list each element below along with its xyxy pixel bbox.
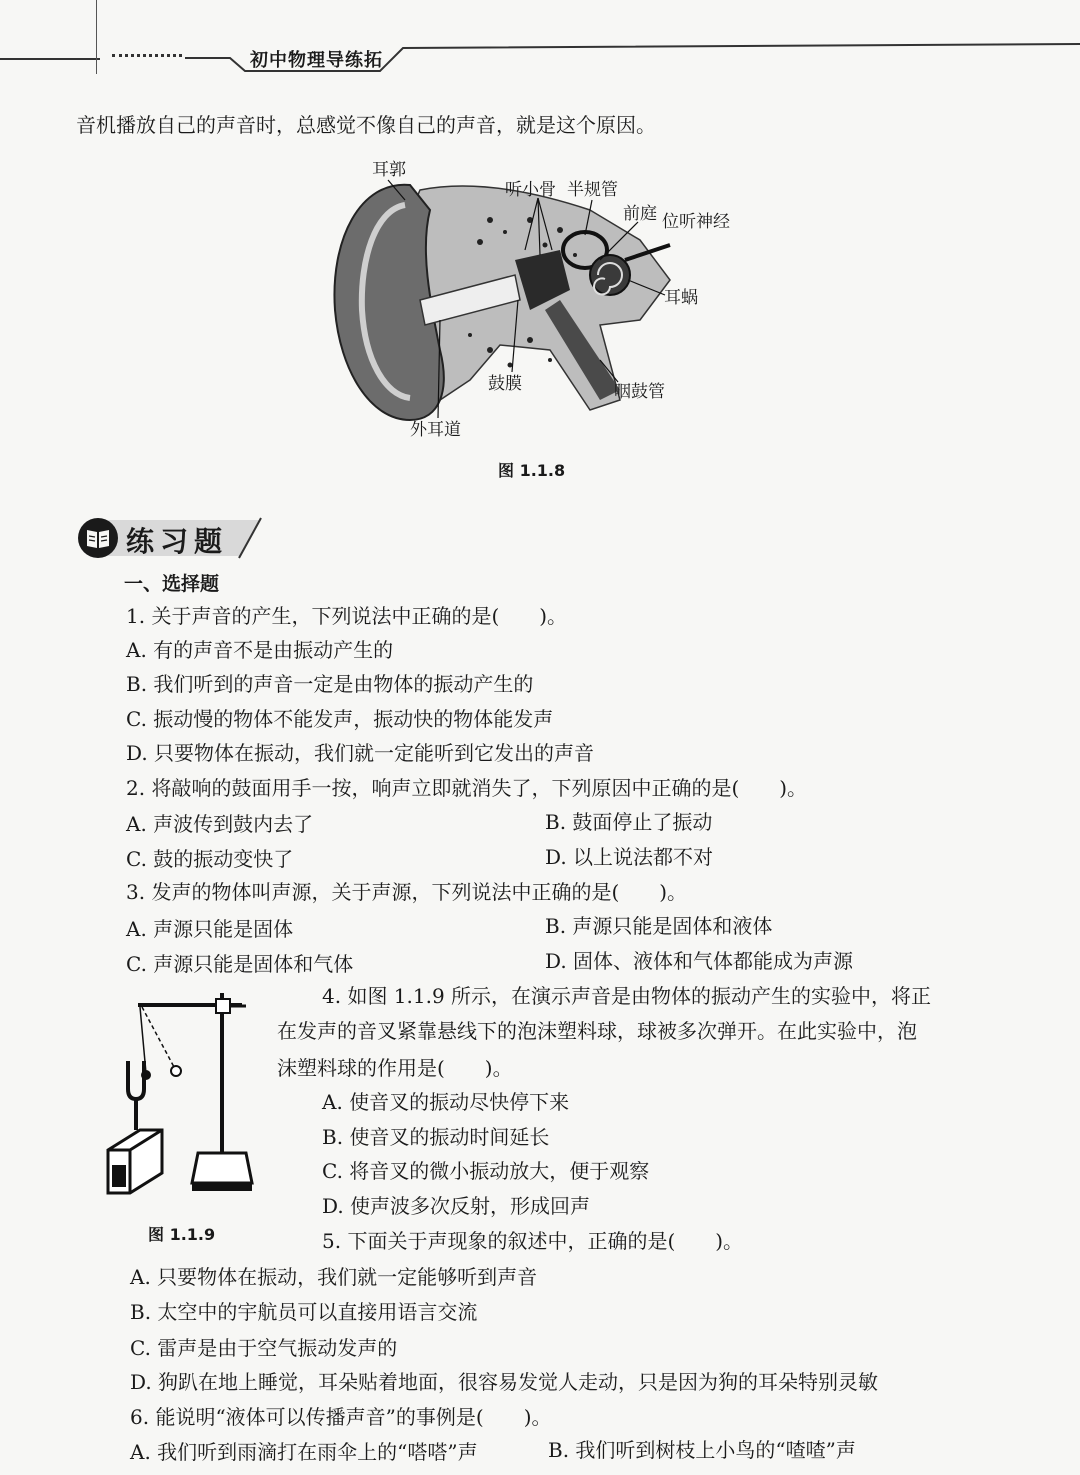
q1-option-b: B. 我们听到的声音一定是由物体的振动产生的	[126, 672, 534, 696]
stand-foot	[192, 1183, 252, 1191]
q4-option-b: B. 使音叉的振动时间延长	[322, 1125, 550, 1149]
header-vertical-rule	[96, 0, 97, 74]
q2-stem: 2. 将敲响的鼓面用手一按，响声立即就消失了，下列原因中正确的是( )。	[126, 776, 808, 800]
q4-stem-line3: 沫塑料球的作用是( )。	[277, 1056, 513, 1080]
q5-option-a: A. 只要物体在振动，我们就一定能够听到声音	[130, 1265, 538, 1289]
q2-option-b: B. 鼓面停止了振动	[545, 810, 713, 834]
label-ear-canal: 外耳道	[410, 420, 461, 440]
q5-option-d: D. 狗趴在地上睡觉，耳朵贴着地面，很容易发觉人走动，只是因为狗的耳朵特别灵敏	[130, 1370, 879, 1394]
q3-option-c: C. 声源只能是固体和气体	[126, 952, 354, 976]
figure-caption: 图 1.1.8	[498, 461, 566, 480]
stand-base	[192, 1153, 252, 1183]
q3-option-d: D. 固体、液体和气体都能成为声源	[545, 949, 854, 973]
q4-option-d: D. 使声波多次反射，形成回声	[322, 1194, 591, 1218]
header-dots	[112, 54, 182, 57]
string-swing	[142, 1007, 174, 1067]
q5-stem: 5. 下面关于声现象的叙述中，正确的是( )。	[322, 1229, 744, 1253]
section-subtitle: 一、选择题	[124, 573, 220, 595]
q2-option-c: C. 鼓的振动变快了	[126, 847, 294, 871]
resonance-box-opening	[112, 1165, 126, 1187]
q4-option-a: A. 使音叉的振动尽快停下来	[322, 1090, 570, 1114]
label-ossicles: 听小骨	[505, 180, 556, 200]
label-eustachian: 咽鼓管	[614, 382, 665, 402]
stand-clamp	[216, 999, 230, 1013]
label-semicircular: 半规管	[567, 180, 618, 200]
q5-option-c: C. 雷声是由于空气振动发声的	[130, 1336, 398, 1360]
q1-option-c: C. 振动慢的物体不能发声，振动快的物体能发声	[126, 707, 554, 731]
foam-ball-swing	[171, 1066, 181, 1076]
q2-option-a: A. 声波传到鼓内去了	[126, 812, 314, 836]
label-cochlea: 耳蜗	[664, 288, 698, 308]
label-eardrum: 鼓膜	[488, 374, 522, 394]
q1-option-a: A. 有的声音不是由振动产生的	[126, 638, 394, 662]
q4-option-c: C. 将音叉的微小振动放大，便于观察	[322, 1159, 650, 1183]
header-rule-left	[0, 58, 100, 60]
book-icon	[84, 524, 112, 552]
figure-1-1-9-caption: 图 1.1.9	[148, 1225, 216, 1244]
section-title: 练习题	[126, 525, 229, 558]
q4-stem-line2: 在发声的音叉紧靠悬线下的泡沫塑料球，球被多次弹开。在此实验中，泡	[277, 1019, 917, 1043]
q6-option-b: B. 我们听到树枝上小鸟的“喳喳”声	[548, 1438, 856, 1462]
q6-option-a: A. 我们听到雨滴打在雨伞上的“嗒嗒”声	[130, 1440, 478, 1464]
q3-stem: 3. 发声的物体叫声源，关于声源，下列说法中正确的是( )。	[126, 880, 688, 904]
q3-option-b: B. 声源只能是固体和液体	[545, 914, 773, 938]
q5-option-b: B. 太空中的宇航员可以直接用语言交流	[130, 1300, 478, 1324]
q1-stem: 1. 关于声音的产生，下列说法中正确的是( )。	[126, 604, 568, 628]
q4-stem-line1: 4. 如图 1.1.9 所示，在演示声音是由物体的振动产生的实验中，将正	[322, 984, 932, 1008]
header-title: 初中物理导练拓	[250, 50, 383, 71]
q1-option-d: D. 只要物体在振动，我们就一定能听到它发出的声音	[126, 741, 595, 765]
intro-text: 音机播放自己的声音时，总感觉不像自己的声音，就是这个原因。	[76, 113, 656, 137]
label-auricle: 耳郭	[372, 160, 406, 180]
q2-option-d: D. 以上说法都不对	[545, 845, 714, 869]
tuning-fork	[128, 1061, 144, 1099]
label-vestibule: 前庭	[623, 204, 657, 224]
tuning-fork-apparatus	[100, 985, 265, 1200]
q3-option-a: A. 声源只能是固体	[126, 917, 294, 941]
label-nerve: 位听神经	[662, 212, 730, 232]
q6-stem: 6. 能说明“液体可以传播声音”的事例是( )。	[130, 1405, 552, 1429]
